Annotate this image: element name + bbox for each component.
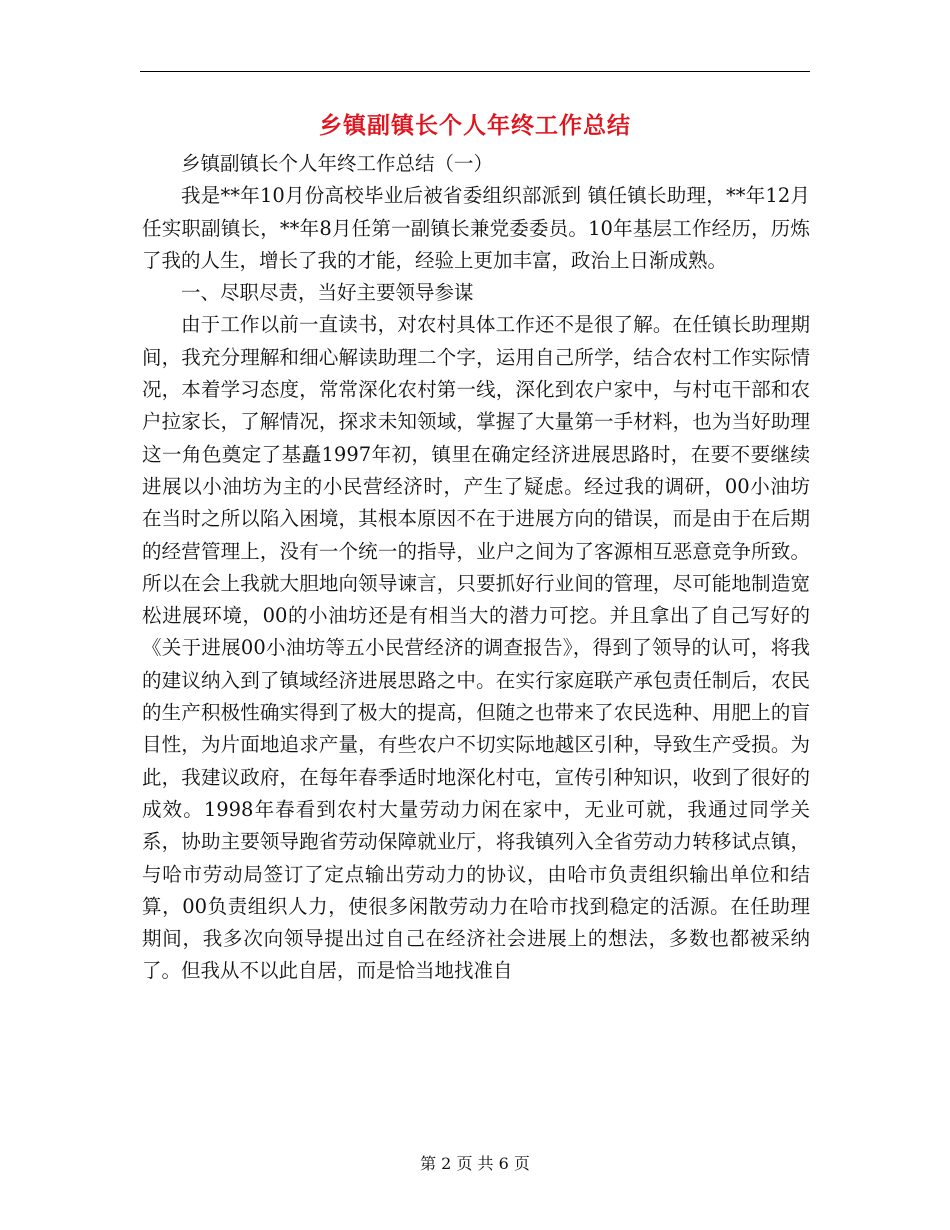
header-rule (140, 71, 810, 72)
footer-total-pages: 6 (498, 1154, 509, 1173)
body-paragraph: 由于工作以前一直读书，对农村具体工作还不是很了解。在任镇长助理期间，我充分理解和细心解读助理二个字，运用自己所学，结合农村工作实际情况，本着学习态度，常常深化农村第一线，深化到农户家中，与村屯干部和农户拉家长，了解情况，探求未知领域，掌握了大量第一手材料，也为当好助理这一角色奠定了基矗1997年初，镇里在确定经济进展思路时，在要不要继续进展以小油坊为主的小民营经济时，产生了疑虑。经过我的调研，00小油坊在当时之所以陷入困境，其根本原因不在于进展方向的错误，而是由于在后期的经营管理上，没有一个统一的指导，业户之间为了客源相互恶意竞争所致。所以在会上我就大胆地向领导谏言，只要抓好行业间的管理，尽可能地制造宽松进展环境，00的小油坊还是有相当大的潜力可挖。并且拿出了自己写好的《关于进展00小油坊等五小民营经济的调查报告》，得到了领导的认可，将我的建议纳入到了镇域经济进展思路之中。在实行家庭联产承包责任制后，农民的生产积极性确实得到了极大的提高，但随之也带来了农民选种、用肥上的盲目性，为片面地追求产量，有些农户不切实际地越区引种，导致生产受损。为此，我建议政府，在每年春季适时地深化村屯，宣传引种知识，收到了很好的成效。1998年春看到农村大量劳动力闲在家中，无业可就，我通过同学关系，协助主要领导跑省劳动保障就业厅，将我镇列入全省劳动力转移试点镇，与哈市劳动局签订了定点输出劳动力的协议，由哈市负责组织输出单位和结算，00负责组织人力，使很多闲散劳动力在哈市找到稳定的活源。在任助理期间，我多次向领导提出过自己在经济社会进展上的想法，多数也都被采纳了。但我从不以此自居，而是恰当地找准自 (142, 313, 810, 983)
footer-prefix: 第 (420, 1154, 437, 1173)
footer-current-page: 2 (441, 1154, 452, 1173)
footer-suffix: 页 (513, 1154, 530, 1173)
footer-middle: 页 共 (456, 1154, 494, 1173)
section-heading: 一、尽职尽责，当好主要领导参谋 (181, 281, 474, 305)
subtitle-paragraph: 乡镇副镇长个人年终工作总结（一） (181, 152, 494, 175)
document-title: 乡镇副镇长个人年终工作总结 (319, 112, 631, 139)
page-footer (0, 1152, 950, 1176)
document-body (142, 148, 810, 988)
intro-paragraph: 我是**年10月份高校毕业后被省委组织部派到 镇任镇长助理，**年12月任实职副镇长，**年8月任第一副镇长兼党委委员。10年基层工作经历，历炼了我的人生，增长了我的才能，经验上更加丰富，政治上日渐成熟。 (142, 184, 810, 272)
